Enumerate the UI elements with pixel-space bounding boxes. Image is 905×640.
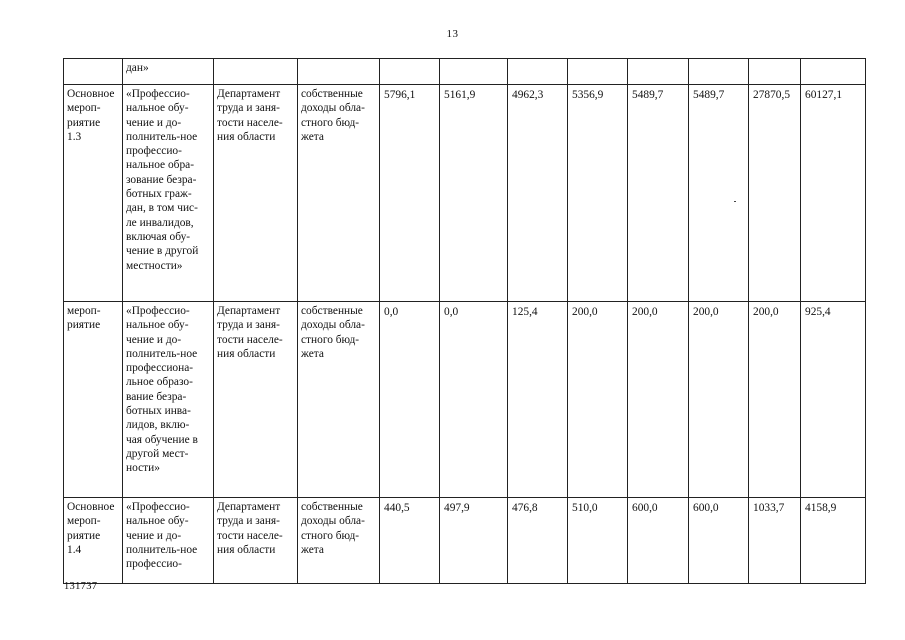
cell-value <box>568 59 628 85</box>
cell-value: 200,0 <box>749 302 801 498</box>
cell-activity: Основное мероп- риятие 1.4 <box>64 498 123 584</box>
cell-value: 600,0 <box>689 498 749 584</box>
cell-value: 440,5 <box>380 498 440 584</box>
cell-value <box>508 59 568 85</box>
cell-activity: мероп- риятие <box>64 302 123 498</box>
cell-value: 5489,7 <box>689 85 749 302</box>
cell-name: «Профессио- нальное обу- чение и до- полнитель-ное профессио- нальное обра- зование безра- ботных граж- дан, в том чис- ле инвалидов, включая обу- чение в другой местности» <box>123 85 214 302</box>
cell-value: 200,0 <box>568 302 628 498</box>
cell-activity: Основное мероп- риятие 1.3 <box>64 85 123 302</box>
cell-executor <box>214 59 298 85</box>
cell-value: 4962,3 <box>508 85 568 302</box>
table-row <box>64 498 866 584</box>
cell-value: 5161,9 <box>440 85 508 302</box>
cell-activity <box>64 59 123 85</box>
cell-name: «Профессио- нальное обу- чение и до- полнитель-ное профессиона- льное образо- вание безра- ботных инва- лидов, вклю- чая обучение в другой мест- ности» <box>123 302 214 498</box>
cell-name: дан» <box>123 59 214 85</box>
cell-source: собственные доходы обла- стного бюд- жета <box>298 498 380 584</box>
continuation-row <box>64 59 866 85</box>
cell-executor: Департамент труда и заня- тости населе- ния области <box>214 302 298 498</box>
footer-document-code: 131737 <box>64 581 98 592</box>
table-row <box>64 302 866 498</box>
cell-executor: Департамент труда и заня- тости населе- ния области <box>214 85 298 302</box>
budget-table <box>63 58 866 584</box>
cell-value <box>628 59 689 85</box>
cell-value: 510,0 <box>568 498 628 584</box>
table-row <box>64 85 866 302</box>
cell-name: «Профессио- нальное обу- чение и до- полнитель-ное профессио- <box>123 498 214 584</box>
cell-value <box>440 59 508 85</box>
cell-value: 200,0 <box>628 302 689 498</box>
cell-value: 1033,7 <box>749 498 801 584</box>
cell-value: 476,8 <box>508 498 568 584</box>
cell-value <box>749 59 801 85</box>
cell-value: 0,0 <box>440 302 508 498</box>
cell-value: 0,0 <box>380 302 440 498</box>
cell-value: 5356,9 <box>568 85 628 302</box>
cell-value <box>689 59 749 85</box>
cell-source <box>298 59 380 85</box>
scan-speck <box>734 201 736 202</box>
cell-value: 60127,1 <box>801 85 866 302</box>
cell-value <box>380 59 440 85</box>
cell-value: 497,9 <box>440 498 508 584</box>
cell-value: 27870,5 <box>749 85 801 302</box>
cell-value: 125,4 <box>508 302 568 498</box>
cell-source: собственные доходы обла- стного бюд- жета <box>298 302 380 498</box>
cell-value <box>801 59 866 85</box>
cell-executor: Департамент труда и заня- тости населе- ния области <box>214 498 298 584</box>
cell-value: 5489,7 <box>628 85 689 302</box>
cell-value: 925,4 <box>801 302 866 498</box>
cell-source: собственные доходы обла- стного бюд- жета <box>298 85 380 302</box>
cell-value: 200,0 <box>689 302 749 498</box>
cell-value: 5796,1 <box>380 85 440 302</box>
page-number: 13 <box>446 28 459 40</box>
cell-value: 4158,9 <box>801 498 866 584</box>
cell-value: 600,0 <box>628 498 689 584</box>
